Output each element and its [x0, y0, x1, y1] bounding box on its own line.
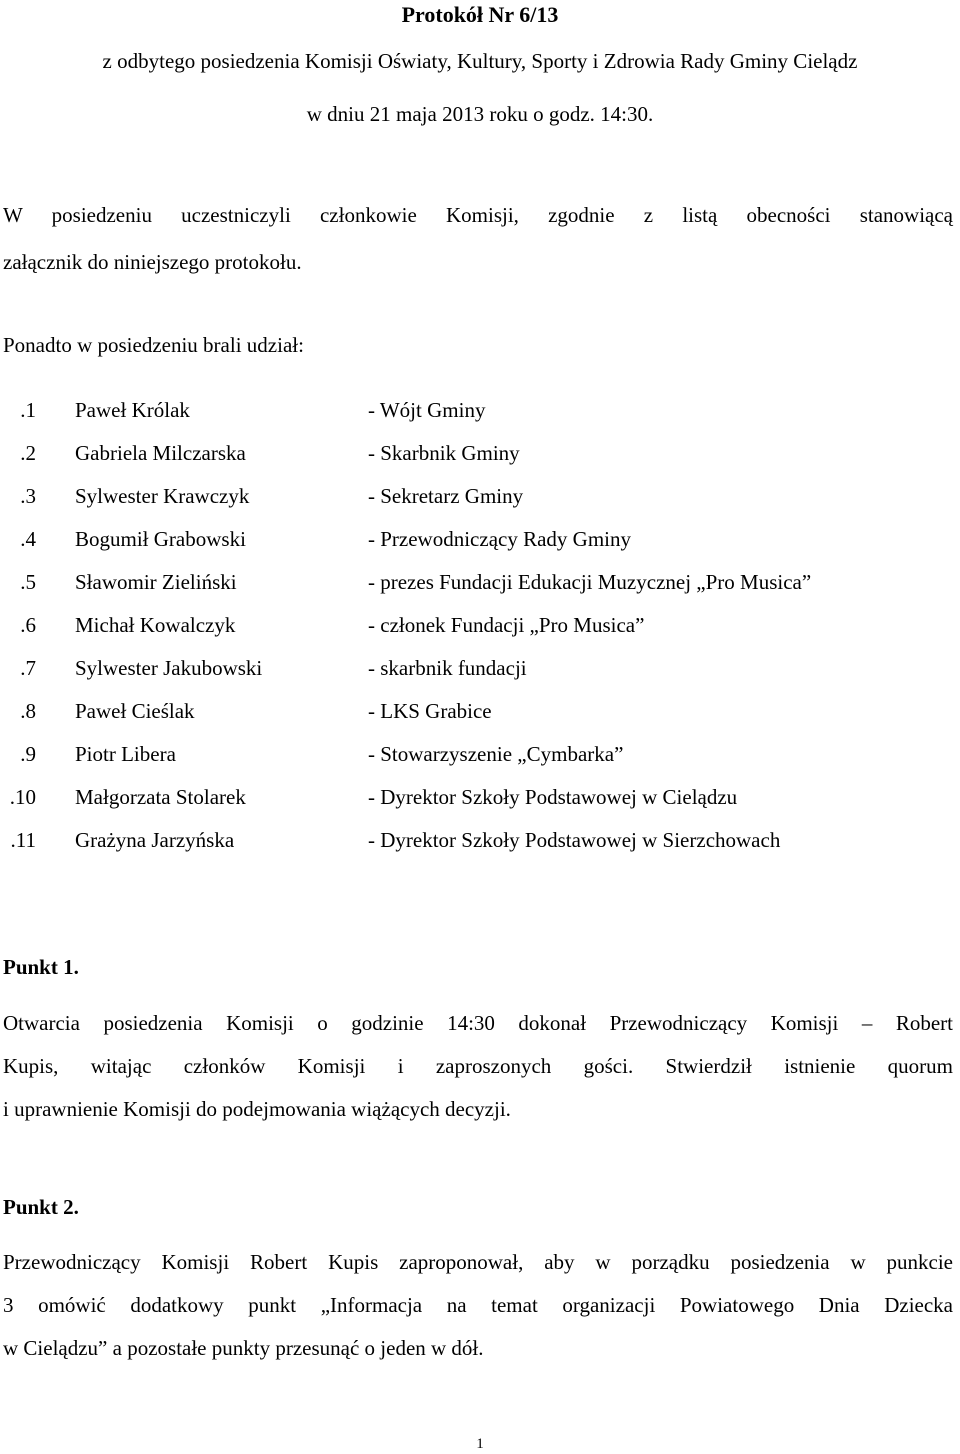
participant-name: Sylwester Krawczyk: [75, 484, 250, 508]
document-subtitle-line-2: w dniu 21 maja 2013 roku o godz. 14:30.: [306, 102, 654, 126]
punkt-2-line-3: w Cielądzu” a pozostałe punkty przesunąć o jeden w dół.: [3, 1336, 484, 1360]
punkt-2-line-2: 3 omówić dodatkowy punkt „Informacja na temat organizacji Powiatowego Dnia Dziecka: [3, 1293, 953, 1317]
punkt-1-line-1: Otwarcia posiedzenia Komisji o godzinie 14:30 dokonał Przewodniczący Komisji – Robert: [3, 1011, 953, 1035]
participant-role: - skarbnik fundacji: [368, 656, 527, 680]
also-present-label: Ponadto w posiedzeniu brali udział:: [3, 333, 304, 357]
punkt-2-heading: Punkt 2.: [3, 1195, 79, 1219]
page-number: 1: [476, 1436, 484, 1452]
participant-name: Paweł Królak: [75, 398, 190, 422]
participant-name: Gabriela Milczarska: [75, 441, 246, 465]
participant-role: - Dyrektor Szkoły Podstawowej w Sierzchowach: [368, 828, 781, 852]
punkt-1-line-3: i uprawnienie Komisji do podejmowania wiążących decyzji.: [3, 1097, 511, 1121]
participant-name: Paweł Cieślak: [75, 699, 195, 723]
participant-role: - Dyrektor Szkoły Podstawowej w Cielądzu: [368, 785, 738, 809]
participant-name: Małgorzata Stolarek: [75, 785, 246, 809]
punkt-1-heading: Punkt 1.: [3, 955, 79, 979]
participant-name: Grażyna Jarzyńska: [75, 828, 235, 852]
document-title: Protokół Nr 6/13: [401, 2, 559, 27]
participant-role: - Skarbnik Gminy: [368, 441, 520, 465]
participant-name: Sławomir Zieliński: [75, 570, 237, 594]
participant-role: - Stowarzyszenie „Cymbarka”: [368, 742, 624, 766]
participant-name: Sylwester Jakubowski: [75, 656, 263, 680]
participant-role: - prezes Fundacji Edukacji Muzycznej „Pro Musica”: [368, 570, 812, 594]
punkt-1-line-2: Kupis, witając członków Komisji i zaproszonych gości. Stwierdził istnienie quorum: [3, 1054, 953, 1078]
intro-line-2: załącznik do niniejszego protokołu.: [3, 250, 302, 274]
intro-line-1: W posiedzeniu uczestniczyli członkowie Komisji, zgodnie z listą obecności stanowiącą: [3, 203, 953, 227]
participant-role: - członek Fundacji „Pro Musica”: [368, 613, 645, 637]
participant-role: - Sekretarz Gminy: [368, 484, 524, 508]
punkt-2-line-1: Przewodniczący Komisji Robert Kupis zaproponował, aby w porządku posiedzenia w punkcie: [3, 1250, 953, 1274]
participant-name: Bogumił Grabowski: [75, 527, 246, 551]
document-subtitle-line-1: z odbytego posiedzenia Komisji Oświaty, Kultury, Sporty i Zdrowia Rady Gminy Cielądz: [102, 49, 858, 73]
participant-role: - Wójt Gminy: [368, 398, 486, 422]
participant-role: - LKS Grabice: [368, 699, 492, 723]
participant-name: Michał Kowalczyk: [75, 613, 236, 637]
participant-role: - Przewodniczący Rady Gminy: [368, 527, 632, 551]
participant-name: Piotr Libera: [75, 742, 176, 766]
